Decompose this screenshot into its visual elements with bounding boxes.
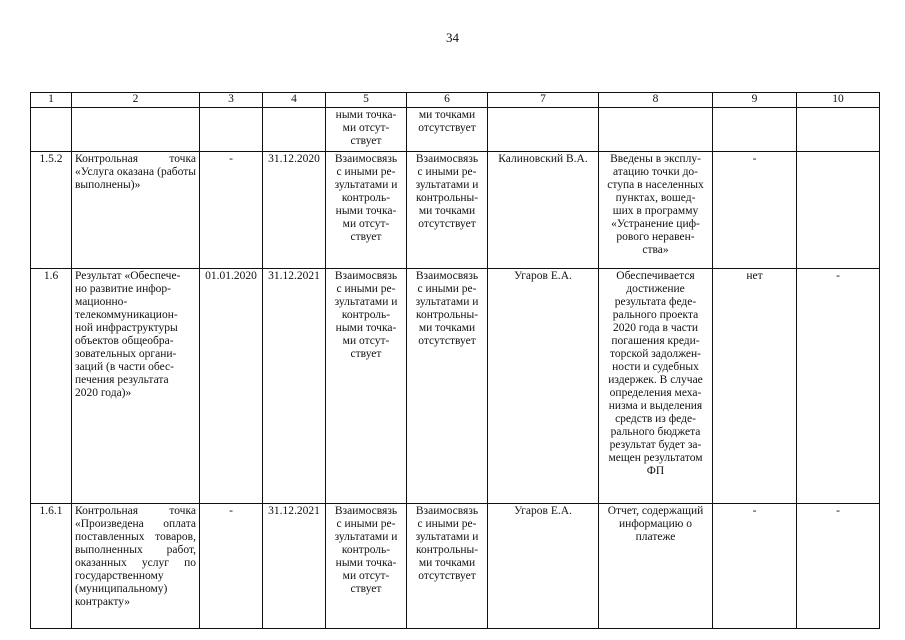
column-header: 7 [488,93,599,108]
cell-col10 [797,152,880,269]
table-row-1-6 [31,269,880,504]
cell-start-date: 01.01.2020 [200,269,263,504]
cell-name: Результат «Обеспече- но развитие инфор- мационно- телекоммуникацион- ной инфраструктуры объектов общеобра- зовательных органи- заций (в части обес- печения результата 2020 года)» [72,269,200,504]
column-header: 3 [200,93,263,108]
cell-number [31,108,72,152]
cell-predecessor: Взаимосвязь с иными ре- зультатами и контроль- ными точка- ми отсут- ствует [326,269,407,504]
cell-end-date: 31.12.2021 [263,269,326,504]
cell-responsible [488,108,599,152]
cell-successor: ми точками отсутствует [407,108,488,152]
cell-start-date: - [200,152,263,269]
project-plan-table [30,92,880,629]
cell-responsible: Угаров Е.А. [488,504,599,629]
cell-col10: - [797,504,880,629]
column-header: 5 [326,93,407,108]
header-row [31,93,880,108]
cell-result [599,108,713,152]
cell-result: Отчет, содержащий информацию о платеже [599,504,713,629]
column-header: 2 [72,93,200,108]
cell-predecessor: ными точка- ми отсут- ствует [326,108,407,152]
cell-successor: Взаимосвязь с иными ре- зультатами и контрольны- ми точками отсутствует [407,504,488,629]
cell-col9: - [713,504,797,629]
cell-number: 1.6 [31,269,72,504]
page-number: 34 [446,30,459,45]
cell-end-date: 31.12.2020 [263,152,326,269]
cell-responsible: Калиновский В.А. [488,152,599,269]
column-header: 10 [797,93,880,108]
cell-number: 1.5.2 [31,152,72,269]
cell-result: Введены в эксплу- атацию точки до- ступа в населенных пунктах, вошед- ших в программу «Устранение циф- рового неравен- ства» [599,152,713,269]
table-row-1-5-2 [31,152,880,269]
cell-predecessor: Взаимосвязь с иными ре- зультатами и контроль- ными точка- ми отсут- ствует [326,152,407,269]
column-header: 9 [713,93,797,108]
cell-col9 [713,108,797,152]
cell-number: 1.6.1 [31,504,72,629]
cell-end-date: 31.12.2021 [263,504,326,629]
column-header: 4 [263,93,326,108]
cell-responsible: Угаров Е.А. [488,269,599,504]
table-row-1-6-1 [31,504,880,629]
cell-col10: - [797,269,880,504]
column-header: 8 [599,93,713,108]
cell-name: Контрольная точка «Произведена оплата поставленных товаров, выполненных работ, оказанных услуг по государственному (муниципальному) контракту» [72,504,200,629]
cell-name: Контрольная точка «Услуга оказана (работы выполнены)» [72,152,200,269]
cell-end-date [263,108,326,152]
cell-successor: Взаимосвязь с иными ре- зультатами и контрольны- ми точками отсутствует [407,269,488,504]
table-row-continuation [31,108,880,152]
cell-successor: Взаимосвязь с иными ре- зультатами и контрольны- ми точками отсутствует [407,152,488,269]
cell-col9: нет [713,269,797,504]
column-header: 1 [31,93,72,108]
cell-predecessor: Взаимосвязь с иными ре- зультатами и контроль- ными точка- ми отсут- ствует [326,504,407,629]
cell-start-date [200,108,263,152]
cell-start-date: - [200,504,263,629]
cell-result: Обеспечивается достижение результата феде- рального проекта 2020 года в части погашения креди- торской задолжен- ности и судебных издержек. В случае определения меха- низма и выделения средств из феде- рального бюджета результат будет за- мещен результатом ФП [599,269,713,504]
column-header: 6 [407,93,488,108]
cell-col9: - [713,152,797,269]
cell-col10 [797,108,880,152]
cell-name [72,108,200,152]
